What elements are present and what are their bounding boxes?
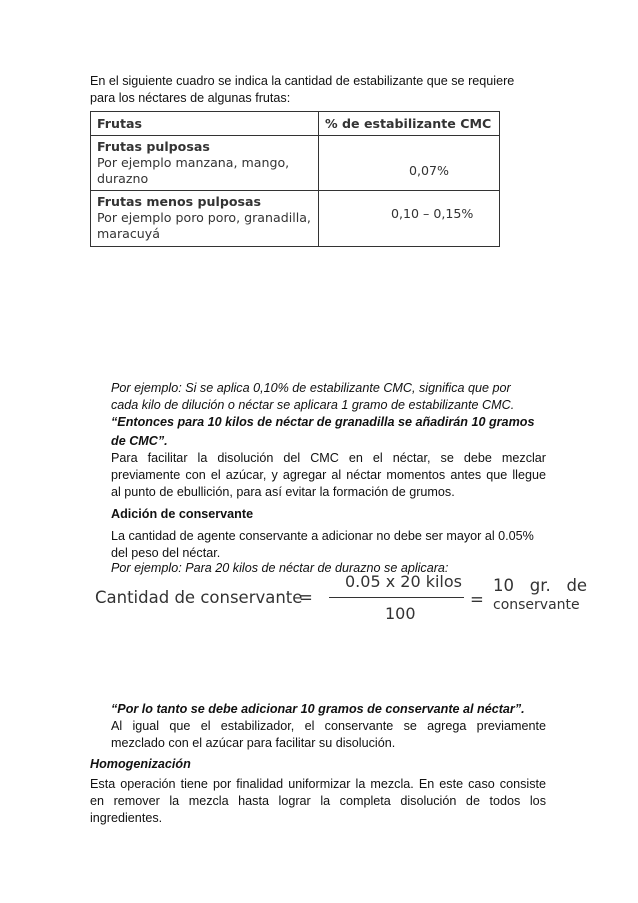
conservante-heading: Adición de conservante	[111, 507, 254, 521]
table-row-divider	[91, 190, 499, 191]
row-title: Frutas pulposas	[97, 139, 210, 154]
conservante-line-1: La cantidad de agente conservante a adicionar no debe ser mayor al 0.05%	[111, 529, 534, 543]
formula-result-1: 10 gr. de	[493, 576, 588, 595]
row-desc-2: maracuyá	[97, 226, 160, 241]
intro-line-2: para los néctares de algunas frutas:	[90, 91, 291, 105]
example-para-3: al punto de ebullición, para así evitar la formación de grumos.	[111, 485, 455, 499]
table-row	[97, 194, 311, 242]
stabilizer-table	[90, 111, 500, 247]
example-line-2: cada kilo de dilución o néctar se aplicara 1 gramo de estabilizante CMC.	[111, 398, 515, 412]
table-header-cmc: % de estabilizante CMC	[325, 116, 492, 131]
table-header-divider	[91, 135, 499, 136]
table-header-frutas: Frutas	[97, 116, 142, 131]
formula-equals-2: =	[470, 590, 484, 609]
table-column-divider	[318, 112, 319, 246]
row-desc-1: Por ejemplo manzana, mango,	[97, 155, 290, 170]
example-bold-2: de CMC”.	[111, 434, 168, 448]
row-desc-2: durazno	[97, 171, 149, 186]
conservante-line-2: del peso del néctar.	[111, 546, 221, 560]
homogenizacion-line-1: Esta operación tiene por finalidad uniformizar la mezcla. En este caso consiste	[90, 777, 546, 791]
homogenizacion-heading: Homogenización	[90, 757, 191, 771]
row-desc-1: Por ejemplo poro poro, granadilla,	[97, 210, 311, 225]
formula-numerator: 0.05 x 20 kilos	[345, 572, 462, 591]
example-bold-1: “Entonces para 10 kilos de néctar de granadilla se añadirán 10 gramos	[111, 415, 535, 429]
table-row	[97, 139, 289, 187]
row-value: 0,07%	[409, 163, 450, 178]
formula-equals-1: =	[299, 588, 313, 607]
conservante-line-3: Por ejemplo: Para 20 kilos de néctar de durazno se aplicara:	[111, 561, 449, 575]
row-value: 0,10 – 0,15%	[391, 206, 474, 221]
intro-line-1: En el siguiente cuadro se indica la cantidad de estabilizante que se requiere	[90, 74, 515, 88]
formula-fraction-bar	[329, 597, 464, 598]
conclusion-para-2: mezclado con el azúcar para facilitar su disolución.	[111, 736, 396, 750]
row-title: Frutas menos pulposas	[97, 194, 261, 209]
example-para-2: previamente con el azúcar, y agregar al néctar momentos antes que llegue	[111, 468, 546, 482]
example-para-1: Para facilitar la disolución del CMC en el néctar, se debe mezclar	[111, 451, 546, 465]
conclusion-para-1: Al igual que el estabilizador, el conservante se agrega previamente	[111, 719, 546, 733]
formula-label: Cantidad de conservante	[95, 588, 303, 607]
homogenizacion-line-2: en remover la mezcla hasta lograr la completa disolución de todos los	[90, 794, 546, 808]
formula-result-2: conservante	[493, 597, 580, 613]
conclusion-bold: “Por lo tanto se debe adicionar 10 gramos de conservante al néctar”.	[111, 702, 525, 716]
formula-denominator: 100	[385, 604, 416, 623]
homogenizacion-line-3: ingredientes.	[90, 811, 163, 825]
example-line-1: Por ejemplo: Si se aplica 0,10% de estabilizante CMC, significa que por	[111, 381, 511, 395]
